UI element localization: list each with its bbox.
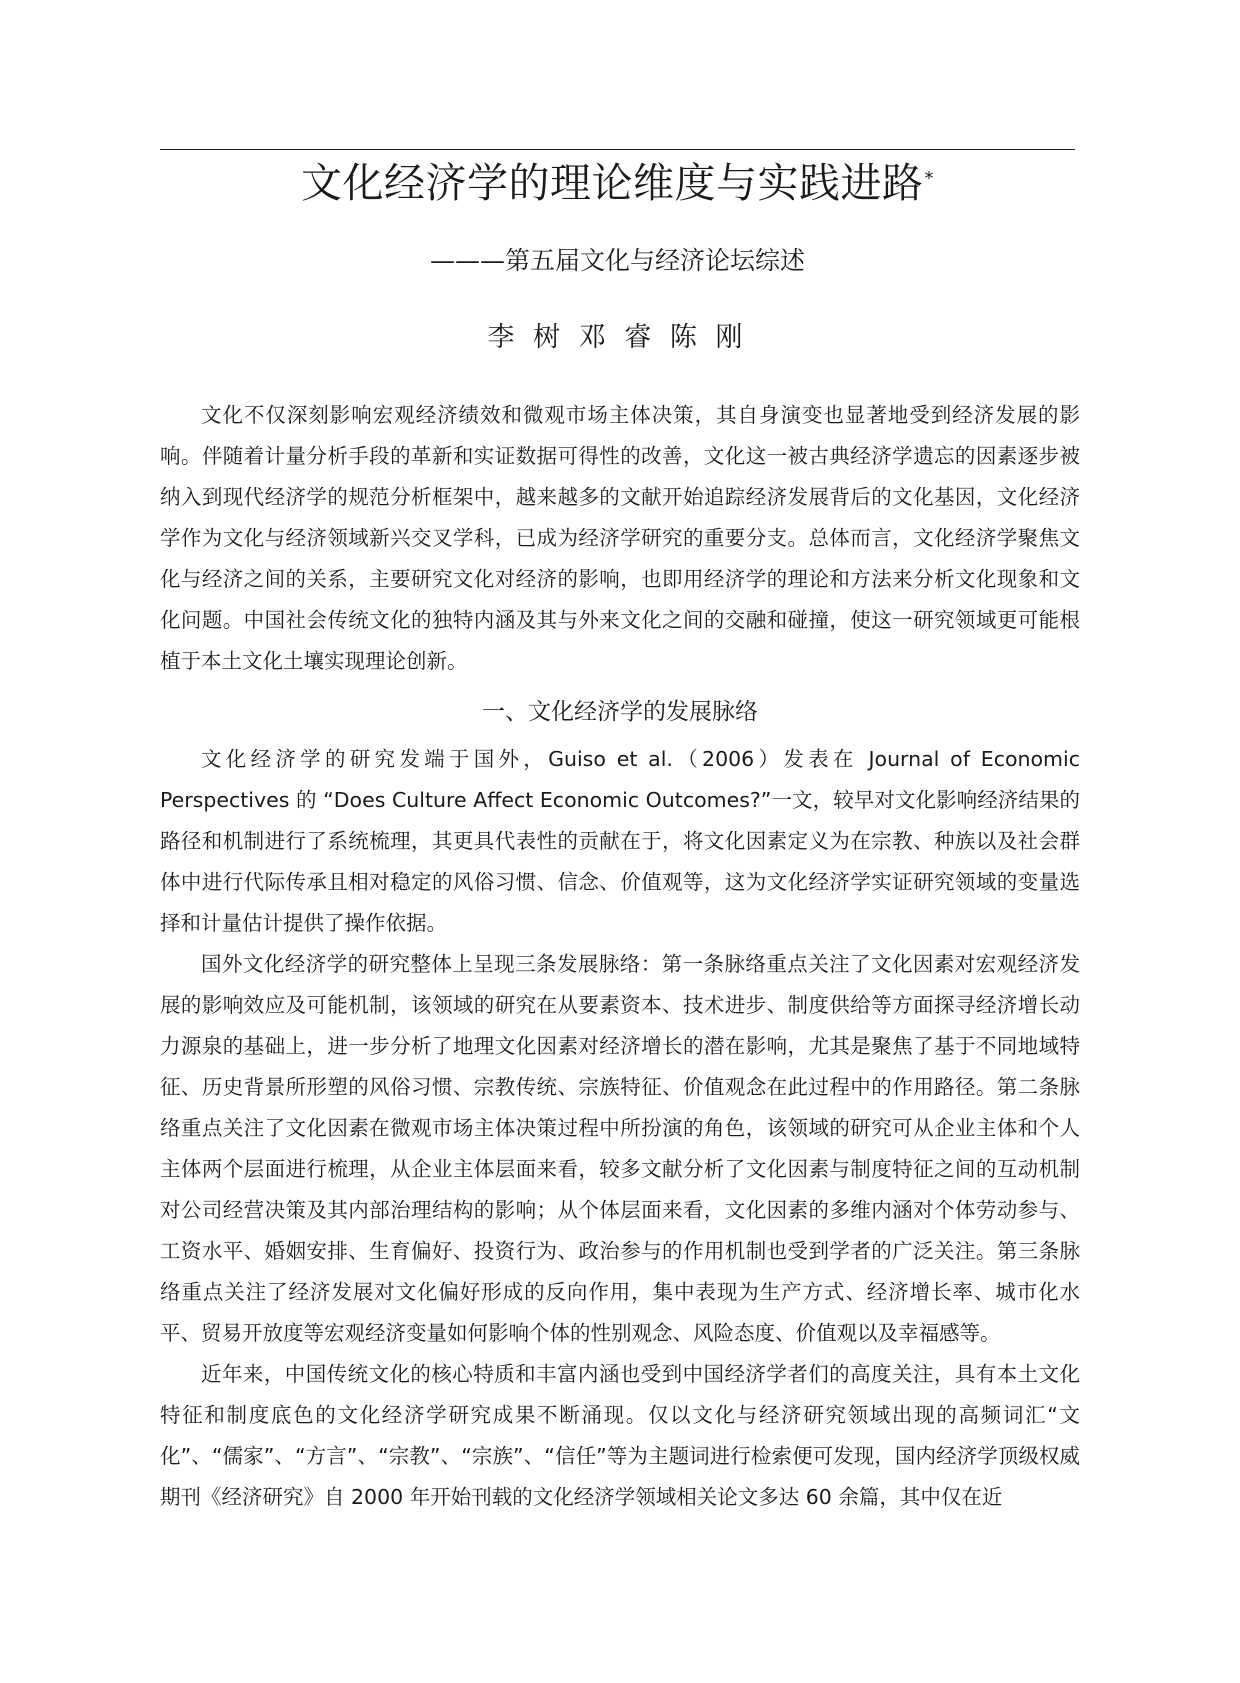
section-heading: 一、文化经济学的发展脉络 bbox=[482, 699, 758, 725]
paper-subtitle: ———第五届文化与经济论坛综述 bbox=[429, 246, 805, 275]
title-footnote-mark: * bbox=[924, 168, 934, 189]
body-paragraph-3: 近年来，中国传统文化的核心特质和丰富内涵也受到中国经济学者们的高度关注，具有本土文化特征和制度底色的文化经济学研究成果不断涌现。仅以文化与经济研究领域出现的高频词汇“文化”、“儒家”、“方言”、“宗教”、“宗族”、“信任”等为主题词进行检索便可发现，国内经济学顶级权威期刊《经济研究》自 2000 年开始刊载的文化经济学领域相关论文多达 60 余篇，其中仅在近 bbox=[160, 1362, 1080, 1509]
author-list: 李 树 邓 睿 陈 刚 bbox=[487, 322, 748, 353]
article-body bbox=[160, 395, 1080, 1518]
header-rule bbox=[160, 149, 1075, 150]
paper-title bbox=[160, 155, 1075, 211]
body-paragraph-2: 国外文化经济学的研究整体上呈现三条发展脉络：第一条脉络重点关注了文化因素对宏观经济发展的影响效应及可能机制，该领域的研究在从要素资本、技术进步、制度供给等方面探寻经济增长动力源泉的基础上，进一步分析了地理文化因素对经济增长的潜在影响，尤其是聚焦了基于不同地域特征、历史背景所形塑的风俗习惯、宗教传统、宗族特征、价值观念在此过程中的作用路径。第二条脉络重点关注了文化因素在微观市场主体决策过程中所扮演的角色，该领域的研究可从企业主体和个人主体两个层面进行梳理，从企业主体层面来看，较多文献分析了文化因素与制度特征之间的互动机制对公司经营决策及其内部治理结构的影响；从个体层面来看，文化因素的多维内涵对个体劳动参与、工资水平、婚姻安排、生育偏好、投资行为、政治参与的作用机制也受到学者的广泛关注。第三条脉络重点关注了经济发展对文化偏好形成的反向作用，集中表现为生产方式、经济增长率、城市化水平、贸易开放度等宏观经济变量如何影响个体的性别观念、风险态度、价值观以及幸福感等。 bbox=[160, 952, 1080, 1345]
intro-paragraph: 文化不仅深刻影响宏观经济绩效和微观市场主体决策，其自身演变也显著地受到经济发展的影响。伴随着计量分析手段的革新和实证数据可得性的改善，文化这一被古典经济学遗忘的因素逐步被纳入到现代经济学的规范分析框架中，越来越多的文献开始追踪经济发展背后的文化基因，文化经济学作为文化与经济领域新兴交叉学科，已成为经济学研究的重要分支。总体而言，文化经济学聚焦文化与经济之间的关系，主要研究文化对经济的影响，也即用经济学的理论和方法来分析文化现象和文化问题。中国社会传统文化的独特内涵及其与外来文化之间的交融和碰撞，使这一研究领域更可能根植于本土文化土壤实现理论创新。 bbox=[160, 403, 1080, 673]
paper-title-text: 文化经济学的理论维度与实践进路 bbox=[301, 159, 924, 207]
body-paragraph-1: 文化经济学的研究发端于国外，Guiso et al.（2006）发表在 Journal of Economic Perspectives 的 “Does Culture Affect Economic Outcomes?”一文，较早对文化影响经济结果的路径和机制进行了系统梳理，其更具代表性的贡献在于，将文化因素定义为在宗教、种族以及社会群体中进行代际传承且相对稳定的风俗习惯、信念、价值观等，这为文化经济学实证研究领域的变量选择和计量估计提供了操作依据。 bbox=[160, 747, 1080, 935]
